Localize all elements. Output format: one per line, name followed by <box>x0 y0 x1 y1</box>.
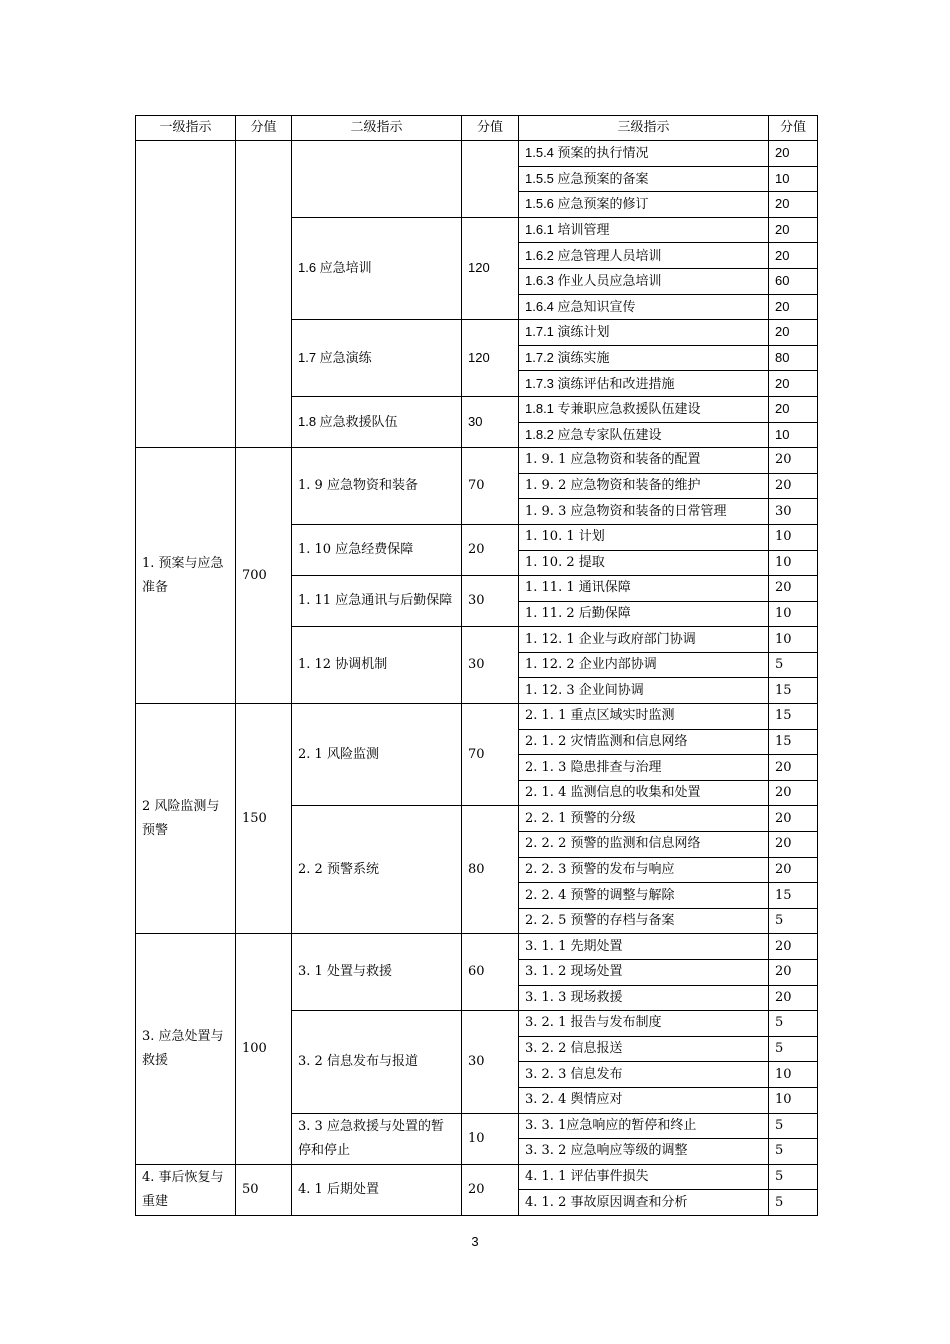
level3-score: 5 <box>769 1164 818 1190</box>
level3-indicator: 1.6.3 作业人员应急培训 <box>519 268 769 294</box>
level3-score: 20 <box>769 473 818 499</box>
level3-score: 15 <box>769 729 818 755</box>
level1-indicator: 1. 预案与应急准备 <box>136 448 236 704</box>
header-row <box>136 116 818 141</box>
level3-score: 10 <box>769 1087 818 1113</box>
level3-score: 20 <box>769 217 818 243</box>
level1-indicator: 2 风险监测与预警 <box>136 704 236 934</box>
level3-indicator: 1.5.5 应急预案的备案 <box>519 166 769 192</box>
level3-score: 20 <box>769 320 818 346</box>
table-row <box>136 934 818 960</box>
level2-indicator: 1.8 应急救援队伍 <box>292 396 462 447</box>
level3-score: 10 <box>769 422 818 448</box>
level3-score: 20 <box>769 192 818 218</box>
level3-indicator: 2. 2. 5 预警的存档与备案 <box>519 908 769 934</box>
level2-indicator: 2. 1 风险监测 <box>292 704 462 806</box>
level3-indicator: 1. 9. 2 应急物资和装备的维护 <box>519 473 769 499</box>
level2-indicator: 3. 2 信息发布与报道 <box>292 1011 462 1113</box>
level3-indicator: 2. 2. 2 预警的监测和信息网络 <box>519 832 769 858</box>
header-level2: 二级指示 <box>292 116 462 141</box>
level2-score: 120 <box>462 320 519 397</box>
level3-score: 20 <box>769 448 818 474</box>
level2-indicator <box>292 141 462 218</box>
level2-score: 20 <box>462 1164 519 1215</box>
level3-score: 20 <box>769 780 818 806</box>
level3-indicator: 2. 1. 3 隐患排查与治理 <box>519 755 769 781</box>
table-row <box>136 141 818 167</box>
level3-indicator: 1.8.1 专兼职应急救援队伍建设 <box>519 396 769 422</box>
level3-score: 20 <box>769 755 818 781</box>
level1-score: 100 <box>236 934 292 1164</box>
level2-indicator: 1. 9 应急物资和装备 <box>292 448 462 525</box>
level2-score: 20 <box>462 524 519 575</box>
header-level1: 一级指示 <box>136 116 236 141</box>
level3-score: 10 <box>769 524 818 550</box>
level3-score: 20 <box>769 371 818 397</box>
level2-score: 60 <box>462 934 519 1011</box>
level3-score: 10 <box>769 550 818 576</box>
level2-score: 70 <box>462 704 519 806</box>
score-table <box>135 115 818 1216</box>
level3-score: 15 <box>769 678 818 704</box>
level3-score: 5 <box>769 1011 818 1037</box>
table-row <box>136 448 818 474</box>
level2-indicator: 2. 2 预警系统 <box>292 806 462 934</box>
level3-indicator: 3. 1. 3 现场救援 <box>519 985 769 1011</box>
level3-indicator: 1. 12. 1 企业与政府部门协调 <box>519 627 769 653</box>
level3-score: 20 <box>769 985 818 1011</box>
level3-score: 5 <box>769 1139 818 1165</box>
level2-indicator: 1. 10 应急经费保障 <box>292 524 462 575</box>
level3-indicator: 3. 1. 1 先期处置 <box>519 934 769 960</box>
level3-indicator: 3. 2. 2 信息报送 <box>519 1036 769 1062</box>
level3-indicator: 1.7.1 演练计划 <box>519 320 769 346</box>
level3-score: 20 <box>769 832 818 858</box>
page-number: 3 <box>471 1234 479 1249</box>
level2-indicator: 4. 1 后期处置 <box>292 1164 462 1215</box>
level3-indicator: 1. 12. 2 企业内部协调 <box>519 652 769 678</box>
level3-indicator: 1.6.2 应急管理人员培训 <box>519 243 769 269</box>
level3-score: 20 <box>769 934 818 960</box>
level3-indicator: 1.7.3 演练评估和改进措施 <box>519 371 769 397</box>
level3-score: 5 <box>769 1113 818 1139</box>
level1-score: 50 <box>236 1164 292 1215</box>
level3-indicator: 1.8.2 应急专家队伍建设 <box>519 422 769 448</box>
header-level1-score: 分值 <box>236 116 292 141</box>
level3-score: 5 <box>769 1190 818 1216</box>
level2-indicator: 1.7 应急演练 <box>292 320 462 397</box>
level2-score <box>462 141 519 218</box>
level2-indicator: 1. 12 协调机制 <box>292 627 462 704</box>
level3-score: 20 <box>769 857 818 883</box>
level3-score: 20 <box>769 576 818 602</box>
level3-score: 10 <box>769 1062 818 1088</box>
level2-score: 120 <box>462 217 519 319</box>
level3-indicator: 1. 10. 2 提取 <box>519 550 769 576</box>
level3-score: 60 <box>769 268 818 294</box>
level2-score: 30 <box>462 396 519 447</box>
level3-score: 5 <box>769 908 818 934</box>
level3-indicator: 2. 1. 2 灾情监测和信息网络 <box>519 729 769 755</box>
level3-score: 10 <box>769 166 818 192</box>
level2-indicator: 1.6 应急培训 <box>292 217 462 319</box>
level3-score: 30 <box>769 499 818 525</box>
level3-score: 15 <box>769 883 818 909</box>
header-level2-score: 分值 <box>462 116 519 141</box>
level3-score: 5 <box>769 652 818 678</box>
level3-score: 10 <box>769 627 818 653</box>
level3-score: 10 <box>769 601 818 627</box>
level3-indicator: 1.6.1 培训管理 <box>519 217 769 243</box>
level3-indicator: 1. 9. 3 应急物资和装备的日常管理 <box>519 499 769 525</box>
level3-indicator: 3. 2. 3 信息发布 <box>519 1062 769 1088</box>
level1-score <box>236 141 292 448</box>
level3-indicator: 2. 2. 3 预警的发布与响应 <box>519 857 769 883</box>
table-row <box>136 1164 818 1190</box>
level1-indicator <box>136 141 236 448</box>
level3-indicator: 2. 2. 4 预警的调整与解除 <box>519 883 769 909</box>
level3-indicator: 3. 2. 4 舆情应对 <box>519 1087 769 1113</box>
level3-indicator: 3. 3. 2 应急响应等级的调整 <box>519 1139 769 1165</box>
level3-indicator: 3. 3. 1应急响应的暂停和终止 <box>519 1113 769 1139</box>
level2-score: 30 <box>462 576 519 627</box>
level3-indicator: 1.7.2 演练实施 <box>519 345 769 371</box>
level2-score: 30 <box>462 1011 519 1113</box>
level3-score: 20 <box>769 294 818 320</box>
level3-indicator: 2. 1. 4 监测信息的收集和处置 <box>519 780 769 806</box>
level3-indicator: 1. 11. 1 通讯保障 <box>519 576 769 602</box>
level2-score: 70 <box>462 448 519 525</box>
level3-score: 20 <box>769 243 818 269</box>
level2-indicator: 3. 3 应急救援与处置的暂停和停止 <box>292 1113 462 1164</box>
header-level3-score: 分值 <box>769 116 818 141</box>
level3-score: 20 <box>769 806 818 832</box>
level2-score: 30 <box>462 627 519 704</box>
level3-indicator: 4. 1. 2 事故原因调查和分析 <box>519 1190 769 1216</box>
table-row <box>136 704 818 730</box>
level2-indicator: 3. 1 处置与救援 <box>292 934 462 1011</box>
level3-score: 15 <box>769 704 818 730</box>
level3-indicator: 1. 11. 2 后勤保障 <box>519 601 769 627</box>
level3-indicator: 3. 2. 1 报告与发布制度 <box>519 1011 769 1037</box>
level3-indicator: 1.5.6 应急预案的修订 <box>519 192 769 218</box>
level3-indicator: 1.5.4 预案的执行情况 <box>519 141 769 167</box>
table-body <box>136 141 818 1216</box>
level3-score: 20 <box>769 396 818 422</box>
level2-indicator: 1. 11 应急通讯与后勤保障 <box>292 576 462 627</box>
level1-score: 700 <box>236 448 292 704</box>
level2-score: 10 <box>462 1113 519 1164</box>
level3-indicator: 1.6.4 应急知识宣传 <box>519 294 769 320</box>
level1-indicator: 3. 应急处置与救援 <box>136 934 236 1164</box>
level3-indicator: 3. 1. 2 现场处置 <box>519 960 769 986</box>
level3-indicator: 2. 2. 1 预警的分级 <box>519 806 769 832</box>
header-level3: 三级指示 <box>519 116 769 141</box>
level1-score: 150 <box>236 704 292 934</box>
level3-score: 20 <box>769 960 818 986</box>
level1-indicator: 4. 事后恢复与重建 <box>136 1164 236 1215</box>
level3-score: 5 <box>769 1036 818 1062</box>
level3-indicator: 2. 1. 1 重点区域实时监测 <box>519 704 769 730</box>
level3-score: 80 <box>769 345 818 371</box>
level2-score: 80 <box>462 806 519 934</box>
level3-indicator: 4. 1. 1 评估事件损失 <box>519 1164 769 1190</box>
level3-score: 20 <box>769 141 818 167</box>
level3-indicator: 1. 9. 1 应急物资和装备的配置 <box>519 448 769 474</box>
level3-indicator: 1. 12. 3 企业间协调 <box>519 678 769 704</box>
level3-indicator: 1. 10. 1 计划 <box>519 524 769 550</box>
